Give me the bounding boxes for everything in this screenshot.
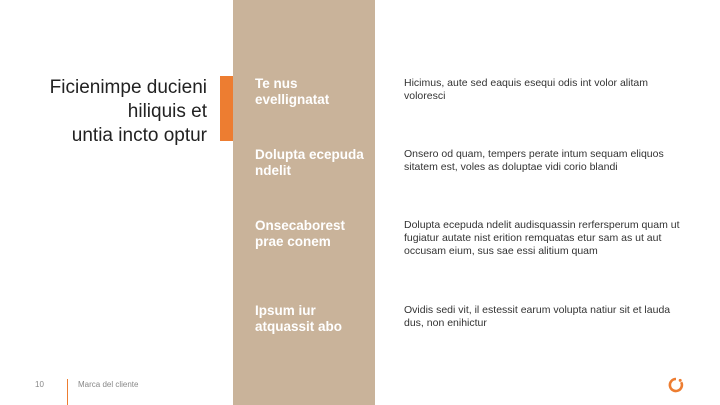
heading-column-background <box>233 0 375 405</box>
slide-title: Ficienimpe ducieni hiliquis et untia incto optur <box>49 77 207 146</box>
row-text-4: Ovidis sedi vit, il estessit earum volupta natiur sit et lauda dus, non enihictur <box>404 304 671 329</box>
row-text-1: Hicimus, aute sed eaquis esequi odis int volor alitam voloresci <box>404 77 648 102</box>
row-heading-1: Te nus evellignatat <box>255 76 330 107</box>
row-heading-4: Ipsum iur atquassit abo <box>255 303 343 334</box>
row-heading-2: Dolupta ecepuda ndelit <box>255 147 364 178</box>
row-heading-3: Onsecaborest prae conem <box>255 218 346 249</box>
row-text-2: Onsero od quam, tempers perate intum sequam eliquos sitatem est, voles as doluptae vidi corio blandi <box>404 148 664 173</box>
footer-page-number: 10 <box>35 380 44 389</box>
footer-client-label: Marca del cliente <box>78 380 139 389</box>
footer-divider <box>67 379 68 405</box>
title-accent-bar <box>220 76 233 141</box>
circular-arrow-logo-icon <box>668 377 684 393</box>
row-text-3: Dolupta ecepuda ndelit audisquassin rerfersperum quam ut fugiatur autate nist erition remquatas etur sam as ut aut occusam eium, sus sae essi alitium quam <box>404 219 680 257</box>
